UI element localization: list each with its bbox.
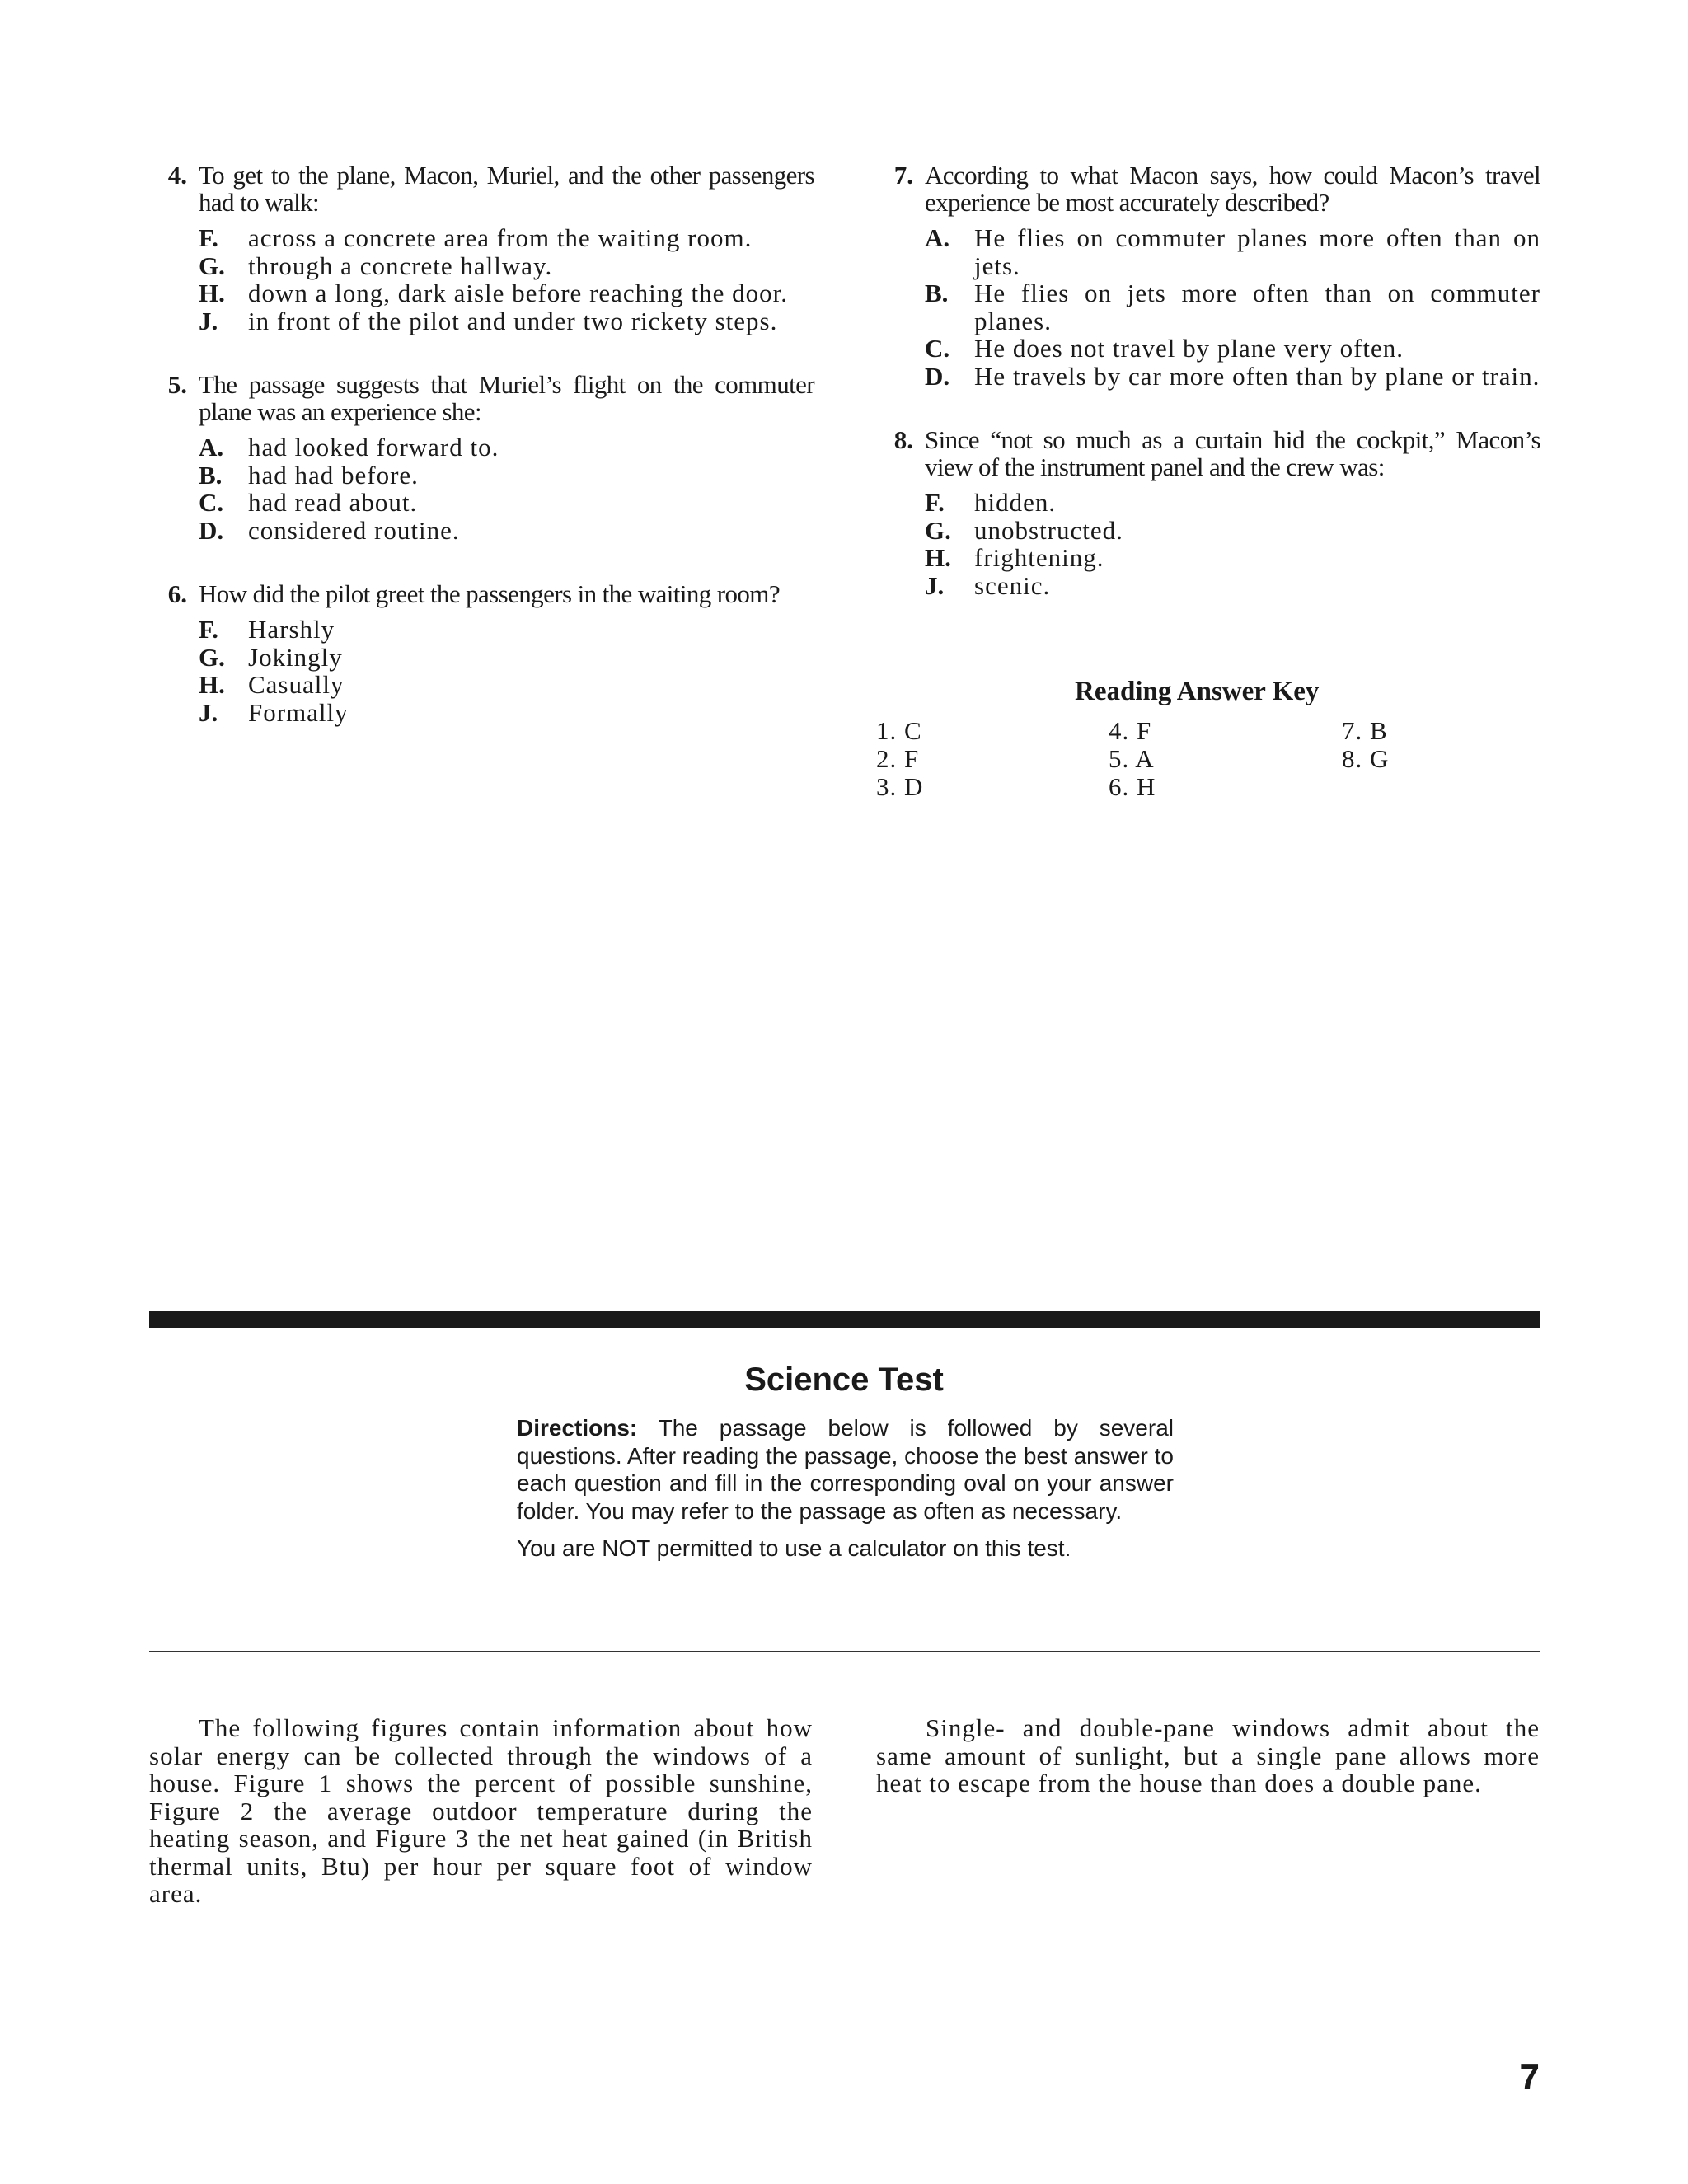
question-8 — [877, 426, 1540, 599]
directions-paragraph — [517, 1414, 1174, 1525]
question-7 — [877, 162, 1540, 390]
answer-option: G. unobstructed. — [925, 515, 1123, 545]
answer-option: A. He flies on commuter planes more often than on jets. — [925, 223, 1540, 280]
passage-left: The following figures contain information about how solar energy can be collected through the windows of a house. Figure 1 shows the percent of possible sunshine, Figure 2 the average outdoor temperature during the heating season, and Figure 3 the net heat gained (in British thermal units, Btu) per hour per square foot of window area. — [149, 1713, 813, 1908]
answer-key-item: 1. C — [876, 716, 922, 745]
answer-option: A. had looked forward to. — [199, 433, 499, 462]
answer-option: J. scenic. — [925, 570, 1051, 600]
question-stem: How did the pilot greet the passengers in the waiting room? — [199, 579, 780, 608]
question-6 — [151, 580, 814, 726]
calculator-note: You are NOT permitted to use a calculator on this test. — [517, 1535, 1071, 1561]
section-divider-thick — [149, 1311, 1540, 1328]
directions-box — [517, 1414, 1174, 1572]
answer-option: F. Harshly — [199, 615, 335, 644]
question-4 — [151, 162, 814, 335]
reading-left-column — [151, 162, 814, 762]
answer-option: G. Jokingly — [199, 642, 343, 672]
answer-option: D. He travels by car more often than by plane or train. — [925, 361, 1540, 391]
answer-option: D. considered routine. — [199, 515, 460, 545]
answer-option: F. hidden. — [925, 488, 1057, 517]
question-5 — [151, 371, 814, 544]
question-number: 8. — [893, 425, 913, 454]
answer-key-item: 6. H — [1109, 772, 1156, 801]
question-number: 7. — [893, 161, 913, 190]
answer-option: C. He does not travel by plane very often. — [925, 334, 1404, 363]
question-stem: The passage suggests that Muriel’s flight on the commuter plane was an experience she: — [199, 370, 814, 426]
answer-option: H. frightening. — [925, 543, 1104, 572]
question-number: 4. — [167, 161, 187, 190]
passage-right: Single- and double-pane windows admit about the same amount of sunlight, but a single pane allows more heat to escape from the house than does a double pane. — [876, 1713, 1540, 1797]
answer-option: J. Formally — [199, 697, 349, 727]
answer-option: G. through a concrete hallway. — [199, 251, 553, 280]
answer-option: F. across a concrete area from the waiting room. — [199, 223, 753, 252]
question-number: 5. — [167, 370, 187, 399]
directions-label: Directions: — [517, 1415, 638, 1441]
question-stem: Since “not so much as a curtain hid the cockpit,” Macon’s view of the instrument panel and the crew was: — [925, 425, 1540, 481]
answer-key-title: Reading Answer Key — [1075, 677, 1320, 706]
question-stem: To get to the plane, Macon, Muriel, and the other passengers had to walk: — [199, 161, 814, 217]
answer-key-item: 2. F — [876, 744, 920, 773]
question-number: 6. — [167, 579, 187, 608]
answer-option: B. had had before. — [199, 460, 419, 490]
answer-option: H. down a long, dark aisle before reaching the door. — [199, 279, 789, 307]
answer-key-item: 7. B — [1342, 716, 1388, 745]
answer-key-item: 8. G — [1342, 744, 1390, 773]
section-title: Science Test — [744, 1361, 944, 1398]
page-number: 7 — [1519, 2057, 1540, 2097]
question-stem: According to what Macon says, how could Macon’s travel experience be most accurately described? — [925, 161, 1540, 217]
answer-key-item: 4. F — [1109, 716, 1152, 745]
directions-text: The passage below is followed by several questions. After reading the passage, choose the best answer to each question and fill in the corresponding oval on your answer folder. You may refer to the passage as often as necessary. — [517, 1415, 1174, 1524]
answer-key-item: 3. D — [876, 772, 924, 801]
reading-right-column — [877, 162, 1540, 635]
answer-option: C. had read about. — [199, 488, 418, 517]
answer-option: J. in front of the pilot and under two rickety steps. — [199, 306, 778, 335]
section-divider-thin — [149, 1651, 1540, 1652]
answer-key-item: 5. A — [1109, 744, 1155, 773]
answer-option: H. Casually — [199, 670, 345, 699]
answer-option: B. He flies on jets more often than on commuter planes. — [925, 279, 1540, 335]
